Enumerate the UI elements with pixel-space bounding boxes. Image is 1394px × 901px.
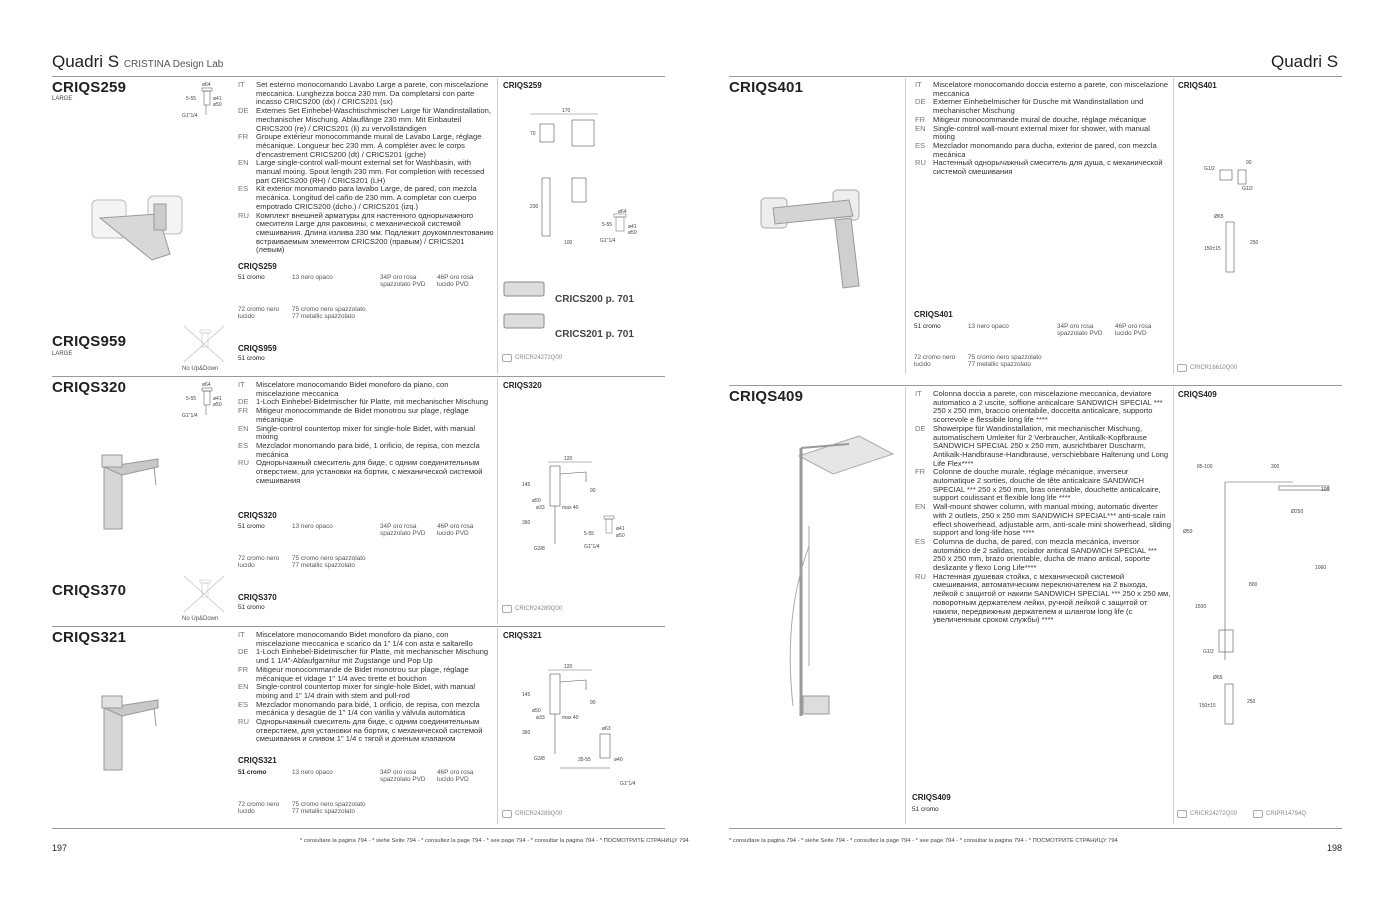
dim-d63: ø63 xyxy=(602,726,611,732)
dim-d50: ø50 xyxy=(213,402,222,408)
no-updown-label: No Up&Down xyxy=(182,366,219,372)
finish-77: 77 metallic spazzolato xyxy=(292,562,355,569)
drawing-code: CRIQS259 xyxy=(503,81,542,90)
dim-800: 800 xyxy=(1249,582,1258,588)
finish-75: 75 cromo nero spazzolato xyxy=(968,354,1042,361)
column-divider xyxy=(497,78,498,374)
dim-90: 90 xyxy=(1246,160,1252,166)
dim-1500: 1500 xyxy=(1195,604,1207,610)
dim-d33: ø33 xyxy=(536,505,545,511)
no-updown-drawing xyxy=(182,324,226,366)
dim-thread: G1"1/4 xyxy=(584,544,600,550)
right-page xyxy=(697,0,1394,901)
page-number: 197 xyxy=(52,843,68,853)
spare-part-icon xyxy=(1177,810,1187,818)
finish-code: CRIQS259 xyxy=(238,262,277,271)
dim-145: 145 xyxy=(522,692,531,698)
finish-72: 72 cromo nero lucido xyxy=(238,306,280,320)
drawing-code: CRIQS401 xyxy=(1178,81,1217,90)
spare-part: CRIPR14794Q xyxy=(1253,810,1306,818)
dim-range: 5-55 xyxy=(186,396,197,402)
finish-code: CRIQS409 xyxy=(912,793,951,802)
dim-max40: max 40 xyxy=(562,715,579,721)
dim-d33: ø33 xyxy=(536,715,545,721)
column-divider xyxy=(497,378,498,624)
spare-part-icon xyxy=(502,354,512,362)
product-image-bidet-mixer-drain xyxy=(98,686,174,772)
spare-part-icon xyxy=(502,605,512,613)
product-code: CRIQS321 xyxy=(52,629,127,646)
drawing-code: CRIQS320 xyxy=(503,381,542,390)
technical-drawing xyxy=(520,664,650,794)
dim-90: 90 xyxy=(590,488,596,494)
dim-width: 170 xyxy=(562,108,571,114)
column-divider xyxy=(1173,78,1174,374)
dim-300: 300 xyxy=(1271,464,1280,470)
footnote: * consultare la pagina 794 - * siehe Seite 794 - * consultez la page 794 - * see page 794 - * consultar la pagina 794 - * ПОСМОТРИТЕ СТРАНИЦУ 794 xyxy=(300,838,689,844)
finish-13: 13 nero opaco xyxy=(292,523,333,530)
finish-72: 72 cromo nero lucido xyxy=(238,801,280,815)
no-updown-drawing xyxy=(182,574,226,616)
product-image-shower-column xyxy=(733,436,893,736)
dim-d41: ø41 xyxy=(628,224,637,230)
drain-dims-drawing xyxy=(180,82,230,122)
footer-rule xyxy=(52,828,665,829)
dim-d50: Ø50 xyxy=(1183,529,1193,535)
spare-part: CRICR24289Q00 xyxy=(502,810,562,818)
column-divider xyxy=(905,78,906,374)
product-code: CRIQS259 xyxy=(52,79,127,96)
dim-230: 230 xyxy=(530,204,539,210)
spare-part: CRICR24289Q00 xyxy=(502,605,562,613)
dim-d250: Ø250 xyxy=(1291,509,1304,515)
product-description: IT Miscelatore monocomando doccia esterno a parete, con miscelazione meccanica DE Externer Einhebelmischer für Dusche mit Wandinstallation und mechanischer Mischung FR Mitigeur monocommande mural de douche, réglage mécanique EN Single-control wall-mount external mixer for shower, with manual mixing ES Mezclador monomando para ducha, exterior de pared, con mezcla mecánica RU Настенный однорычажный смеситель для душа, с механической системой смешивания xyxy=(915,80,1169,177)
dim-range: 5-55 xyxy=(186,96,197,102)
dim-d64: ø64 xyxy=(618,209,627,215)
dim-360: 360 xyxy=(522,520,531,526)
product-code: CRIQS401 xyxy=(729,79,804,96)
finish-72: 72 cromo nero lucido xyxy=(914,354,956,368)
dim-d40: ø40 xyxy=(614,757,623,763)
finish-51: 51 cromo xyxy=(238,604,265,611)
page-title: Quadri S xyxy=(1271,52,1339,71)
product-image-wall-basin-mixer xyxy=(88,192,188,267)
finish-51: 51 cromo xyxy=(914,323,941,330)
finish-34: 34P oro rosa spazzolato PVD xyxy=(1057,323,1103,337)
dim-d65: Ø65 xyxy=(1213,675,1223,681)
product-image-shower-mixer xyxy=(759,182,869,292)
drawing-code: CRIQS321 xyxy=(503,631,542,640)
finish-34: 34P oro rosa spazzolato PVD xyxy=(380,769,426,783)
dim-range: 85-100 xyxy=(1197,464,1213,470)
dim-360: 360 xyxy=(522,730,531,736)
dim-250: 250 xyxy=(1250,240,1259,246)
finish-13: 13 nero opaco xyxy=(292,769,333,776)
finish-51: 51 cromo xyxy=(912,806,939,813)
dim-thread: G1"1/4 xyxy=(620,781,636,787)
dim-g38: G3/8 xyxy=(534,546,545,552)
dim-g12: G1/2 xyxy=(1203,649,1214,655)
spare-part-icon xyxy=(502,810,512,818)
dim-250: 250 xyxy=(1247,699,1256,705)
dim-range: 5-55 xyxy=(584,531,595,537)
cross-reference[interactable]: CRICS200 p. 701 xyxy=(555,294,634,305)
finish-46: 46P oro rosa lucido PVD xyxy=(437,523,474,537)
product-code: CRIQS320 xyxy=(52,379,127,396)
section-rule xyxy=(729,385,1342,386)
finish-51: 51 cromo xyxy=(238,523,265,530)
finish-13: 13 nero opaco xyxy=(968,323,1009,330)
footnote: * consultare la pagina 794 - * siehe Seite 794 - * consultez la page 794 - * see page 794 - * consultar la pagina 794 - * ПОСМОТРИТЕ СТРАНИЦУ 794 xyxy=(729,838,1118,844)
page-title: Quadri S CRISTINA Design Lab xyxy=(52,52,224,71)
dim-g12b: G1/2 xyxy=(1242,186,1253,192)
dim-1060: 1060 xyxy=(1315,565,1327,571)
header-rule xyxy=(729,76,1342,77)
dim-d41: ø41 xyxy=(616,526,625,532)
size-label: LARGE xyxy=(52,96,73,102)
cross-reference[interactable]: CRICS201 p. 701 xyxy=(555,329,634,340)
finish-51: 51 cromo xyxy=(238,769,267,776)
dim-90: 90 xyxy=(590,700,596,706)
dim-range: 5-55 xyxy=(602,222,613,228)
finish-code: CRIQS959 xyxy=(238,344,277,353)
finish-77: 77 metallic spazzolato xyxy=(968,361,1031,368)
dim-d50: ø50 xyxy=(213,102,222,108)
finish-75: 75 cromo nero spazzolato xyxy=(292,555,366,562)
product-description: IT Miscelatore monocomando Bidet monoforo da piano, con miscelazione meccanica e scarico da 1" 1/4 con asta e saltarello DE 1-Loch Einhebel-Bidetmischer für Platte, mit mechanischer Mischung und 1 1/4"-Ablaufgarnitur mit Zugstange und Pop Up FR Mitigeur monocommande de Bidet monotrou sur plage, réglage mécanique et vidage 1" 1/4 avec tirette et bouchon EN Single-control countertop mixer for single-hole Bidet, with manual mixing and 1" 1/4 drain with stem and pull-rod ES Mezclador monomando para bidé, 1 orificio, de repisa, con mezcla mecánica y desagüe de 1" 1/4 con varilla y válvula automática RU Однорычажный смеситель для биде, с одним соединительным отверстием, для установки на бортик, с механической системой смешивания и сливом 1" 1/4 с тягой и донным клапаном xyxy=(238,630,489,744)
dim-max40: max 40 xyxy=(562,505,579,511)
drain-dims-drawing xyxy=(180,382,230,422)
dim-d41: ø41 xyxy=(213,396,222,402)
header-rule xyxy=(52,76,665,77)
footer-rule xyxy=(729,828,1342,829)
finish-34: 34P oro rosa spazzolato PVD xyxy=(380,523,426,537)
no-updown-label: No Up&Down xyxy=(182,616,219,622)
dim-g12a: G1/2 xyxy=(1204,166,1215,172)
recessed-part-image xyxy=(502,280,550,330)
dim-150: 150±15 xyxy=(1204,246,1221,252)
section-rule xyxy=(52,376,665,377)
finish-77: 77 metallic spazzolato xyxy=(292,313,355,320)
dim-d64: ø64 xyxy=(202,382,211,388)
finish-code: CRIQS370 xyxy=(238,593,277,602)
dim-g38: G3/8 xyxy=(534,756,545,762)
drawing-code: CRIQS409 xyxy=(1178,390,1217,399)
technical-drawing xyxy=(1181,460,1331,730)
finish-code: CRIQS401 xyxy=(914,310,953,319)
section-rule xyxy=(52,626,665,627)
finish-75: 75 cromo nero spazzolato xyxy=(292,801,366,808)
spare-part-icon xyxy=(1253,810,1263,818)
product-code: CRIQS370 xyxy=(52,582,127,599)
dim-thread: G1"1/4 xyxy=(600,238,616,244)
page-number: 198 xyxy=(1327,843,1343,853)
technical-drawing xyxy=(1202,150,1292,280)
product-code: CRIQS409 xyxy=(729,388,804,405)
product-description: IT Miscelatore monocomando Bidet monoforo da piano, con miscelazione meccanica DE 1-Loch Einhebel-Bidetmischer für Platte, mit mechanischer Mischung FR Mitigeur monocommande de Bidet monotrou sur plage, réglage mécanique EN Single-control countertop mixer for single-hole Bidet, with manual mixing ES Mezclador monomando para bidé, 1 orificio, de repisa, con mezcla mecánica RU Однорычажный смеситель для биде, с одним соединительным отверстием, для установки на бортик, с механической системой смешивания xyxy=(238,380,489,485)
column-divider xyxy=(1173,387,1174,824)
finish-77: 77 metallic spazzolato xyxy=(292,808,355,815)
dim-d50: ø50 xyxy=(532,498,541,504)
spare-part-icon xyxy=(1177,364,1187,372)
size-label: LARGE xyxy=(52,351,73,357)
column-divider xyxy=(497,628,498,824)
spare-part: CRICR16610Q00 xyxy=(1177,364,1237,372)
dim-d50: ø50 xyxy=(532,708,541,714)
dim-d65: Ø65 xyxy=(1214,214,1224,220)
finish-75: 75 cromo nero spazzolato xyxy=(292,306,366,313)
product-description: IT Set esterno monocomando Lavabo Large a parete, con miscelazione meccanica. Lunghezza bocca 230 mm. Da completarsi con parte incasso CRICS200 (dx) / CRICS201 (sx) DE Externes Set Einhebel-Waschtischmischer Large für Wandinstallation, mechanischer Mischung. Ablauflänge 230 mm. Mit Einbauteil CRICS200 (re) / CRICS201 (li) zu vervollständigen FR Groupe extérieur monocommande mural de Lavabo Large, réglage mécanique. Longueur bec 230 mm. À compléter avec le corps d'encastrement CRICS200 (dt) / CRICS201 (gche) EN Large single-control wall-mount external set for Washbasin, with manual mixing. Spout length 230 mm. For completion with recessed part CRICS200 (RH) / CRICS201 (LH) ES Kit exterior monomando para lavabo Large, de pared, con mezcla mecánica. Longitud del caño de 230 mm. A completar con cuerpo empotrado CRICS200 (dcho.) / CRICS201 (izq.) RU Комплект внешней арматуры для настенного однорычажного смесителя Large для раковины, с механической системой смешивания. Длина излива 230 мм. Подлежит доукомплектованию встраиваемым элементом CRICS200 (правым) / CRICS201 (левым) xyxy=(238,80,494,255)
product-description: IT Colonna doccia a parete, con miscelazione meccanica, deviatore automatico a 2 uscite, soffione anticalcare SANDWICH SPECIAL *** 250 x 250 mm, braccio orientabile, doccetta anticalcare, supporto scorrevole e flessibile long life **** DE Showerpipe für Wandinstallation, mit mechanischer Mischung, automatischem Umleiter für 2 Verbraucher, Antikalk-Kopfbrause SANDWICH SPECIAL 250 x 250 mm, ausrichtbarer Duscharm, Antikalk-Handbrause-Handbrause, verschiebbare Halterung und Long Life Flex**** FR Colonne de douche murale, réglage mécanique, inverseur automatique 2 sorties, douche de tête anticalcaire SANDWICH SPECIAL *** 250 x 250 mm, bras orientable, douchette anticalcaire, support coulissant et flexible long life **** EN Wall-mount shower column, with manual mixing, automatic diverter with 2 outlets, 250 x 250 mm SANDWICH SPECIAL*** anti-scale rain effect showerhead, adjustable arm, anti-scale mini showerhead, sliding support and long-life hose **** ES Columna de ducha, de pared, con mezcla mecánica, inversor automático de 2 salidas, rociador antical SANDWICH SPECIAL *** 250 x 250 mm, brazo orientable, ducha de mano antical, soporte deslizante y flexo Long Life**** RU Настенная душевая стойка, с механической системой смешивания, автоматическим переключателем на 2 выхода, лейкой с защитой от накипи SANDWICH SPECIAL *** 250 x 250 мм, поворотным держателем лейки, ручной лейкой с защитой от накипи, передвижным держателем и шлангом long life (с увеличенным сроком службы) **** xyxy=(915,389,1171,625)
dim-width: 120 xyxy=(564,456,573,462)
finish-code: CRIQS320 xyxy=(238,511,277,520)
finish-13: 13 nero opaco xyxy=(292,274,333,281)
column-divider xyxy=(905,387,906,824)
dim-d50: ø50 xyxy=(628,230,637,236)
finish-51: 51 cromo xyxy=(238,274,265,281)
dim-d50b: ø50 xyxy=(616,533,625,539)
product-image-bidet-mixer xyxy=(98,445,174,531)
finish-72: 72 cromo nero lucido xyxy=(238,555,280,569)
dim-thread: G1"1/4 xyxy=(182,113,198,119)
dim-thread: G1"1/4 xyxy=(182,413,198,419)
finish-51: 51 cromo xyxy=(238,355,265,362)
dim-145: 145 xyxy=(522,482,531,488)
spare-part: CRICR24272Q00 xyxy=(1177,810,1237,818)
designer-label: CRISTINA Design Lab xyxy=(123,59,224,70)
dim-range: 35-55 xyxy=(578,757,591,763)
finish-46: 46P oro rosa lucido PVD xyxy=(1115,323,1152,337)
dim-width: 120 xyxy=(564,664,573,670)
dim-105: 105 xyxy=(1321,487,1330,493)
dim-d41: ø41 xyxy=(213,96,222,102)
finish-code: CRIQS321 xyxy=(238,756,277,765)
finish-46: 46P oro rosa lucido PVD xyxy=(437,274,474,288)
dim-70: 70 xyxy=(530,131,536,137)
dim-d64: ø64 xyxy=(202,82,211,88)
dim-150: 150±15 xyxy=(1199,703,1216,709)
product-code: CRIQS959 xyxy=(52,333,127,350)
finish-46: 46P oro rosa lucido PVD xyxy=(437,769,474,783)
finish-34: 34P oro rosa spazzolato PVD xyxy=(380,274,426,288)
dim-100: 100 xyxy=(564,240,573,246)
technical-drawing xyxy=(520,456,650,556)
technical-drawing xyxy=(528,108,658,258)
spare-part: CRICR24272Q00 xyxy=(502,354,562,362)
